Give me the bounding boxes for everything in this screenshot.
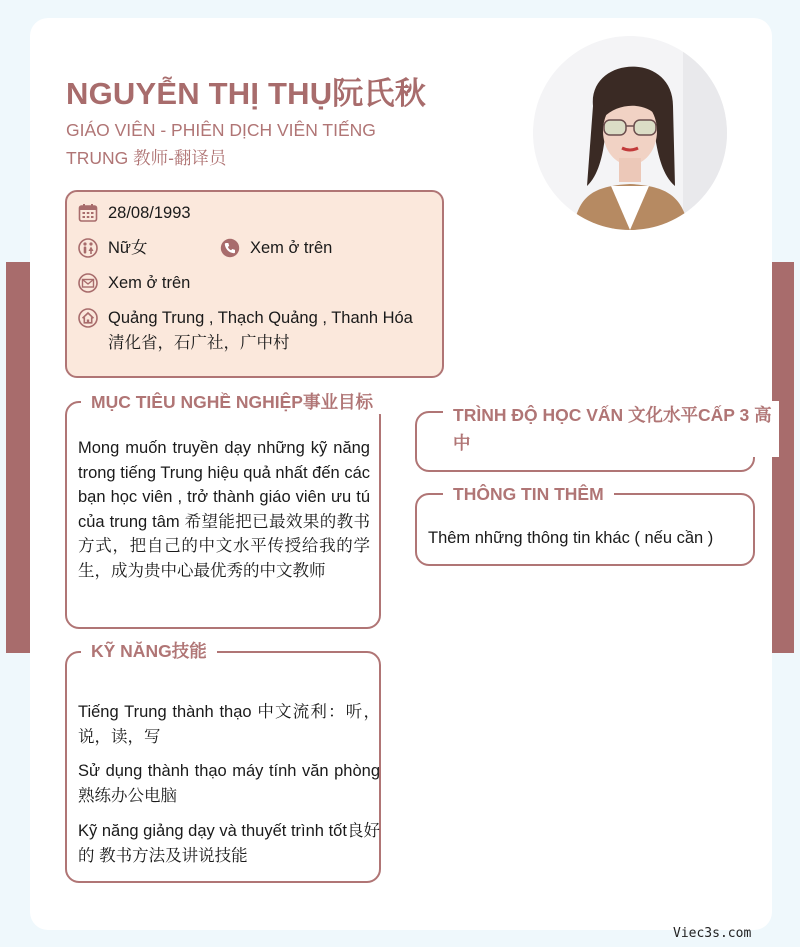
left-accent-band	[6, 262, 30, 653]
education-heading: TRÌNH ĐỘ HỌC VẤN 文化水平CẤP 3 高中	[443, 401, 779, 457]
address-value: Quảng Trung , Thạch Quảng , Thanh Hóa 清化省，石广社，广中村	[108, 309, 413, 352]
objective-body: Mong muốn truyền dạy những kỹ năng trong tiếng Trung hiệu quả nhất đến các bạn học viên , trở thành giáo viên ưu tú của trung tâm 希望能把已最效果的教书方式，把自己的中文水平传授给我的学生，成为贵中心最优秀的中文教师	[78, 439, 370, 580]
contact-gender	[78, 236, 147, 261]
skills-heading: KỸ NĂNG技能	[81, 639, 217, 663]
job-title-line-2: TRUNG 教师-翻译员	[66, 148, 227, 168]
contact-email	[78, 271, 190, 296]
job-title-line-1: GIÁO VIÊN - PHIÊN DỊCH VIÊN TIẾNG	[66, 120, 376, 140]
contact-address	[78, 306, 428, 356]
extra-info-body: Thêm những thông tin khác ( nếu cần )	[428, 529, 714, 547]
watermark: Viec3s.com	[673, 926, 752, 941]
contact-birthday	[78, 201, 191, 226]
objective-heading: MỤC TIÊU NGHỀ NGHIỆP事业目标	[81, 390, 383, 414]
contact-card	[65, 190, 444, 378]
phone-icon	[220, 238, 240, 258]
skill-item: Sử dụng thành thạo máy tính văn phòng 熟练办公电脑	[78, 762, 380, 805]
birthday-value: 28/08/1993	[108, 204, 191, 222]
mail-icon	[78, 273, 98, 293]
contact-phone	[220, 236, 332, 261]
home-icon	[78, 308, 98, 328]
skill-item: Tiếng Trung thành thạo 中文流利：听，说，读，写	[78, 703, 380, 746]
skills-section	[65, 651, 381, 883]
candidate-name: NGUYỄN THỊ THỤ阮氏秋	[66, 76, 426, 111]
email-value: Xem ở trên	[108, 274, 191, 292]
calendar-icon	[78, 203, 98, 223]
job-title	[66, 116, 406, 172]
skill-item: Kỹ năng giảng dạy và thuyết trình tốt良好的 教书方法及讲说技能	[78, 822, 380, 865]
profile-photo	[533, 36, 727, 230]
extra-info-heading: THÔNG TIN THÊM	[443, 482, 614, 506]
objective-section	[65, 401, 381, 629]
gender-value: Nữ女	[108, 239, 148, 257]
right-accent-band	[772, 262, 794, 653]
phone-value: Xem ở trên	[250, 239, 333, 257]
gender-icon	[78, 238, 98, 258]
